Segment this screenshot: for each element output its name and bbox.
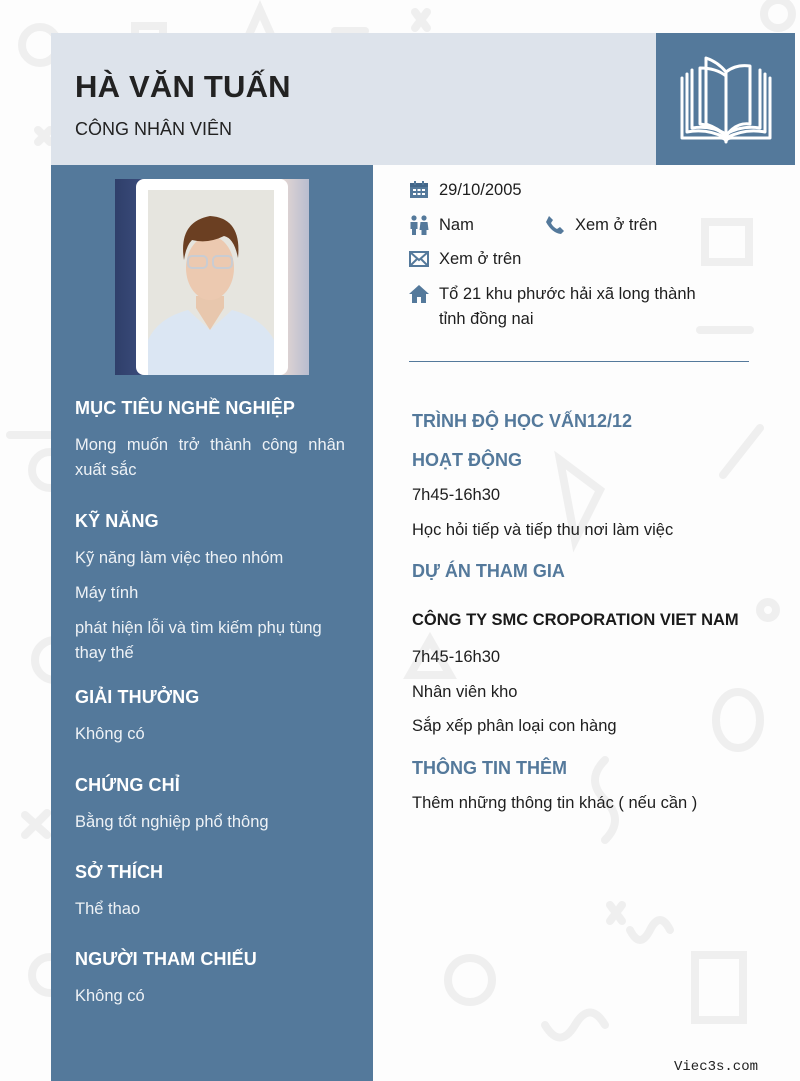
people-icon: [409, 215, 429, 235]
certificates-section: [75, 775, 345, 835]
gender-row: [409, 213, 474, 238]
section-text: Bằng tốt nghiệp phổ thông: [75, 813, 269, 831]
profile-photo: [115, 179, 309, 375]
references-section: [75, 949, 345, 1009]
skill-item: phát hiện lỗi và tìm kiếm phụ tùng thay thế: [75, 619, 322, 662]
section-heading: SỞ THÍCH: [75, 862, 164, 882]
skill-item: Kỹ năng làm việc theo nhóm: [75, 549, 284, 567]
candidate-name: HÀ VĂN TUẤN: [75, 69, 291, 104]
section-text: Thể thao: [75, 900, 141, 918]
sidebar: [51, 165, 373, 1081]
calendar-icon: [409, 180, 429, 200]
section-heading: GIẢI THƯỞNG: [75, 687, 200, 707]
section-heading: CHỨNG CHỈ: [75, 775, 180, 795]
project-time: 7h45-16h30: [412, 648, 501, 666]
section-text: Không có: [75, 987, 145, 1005]
watermark: Viec3s.com: [674, 1059, 759, 1075]
extra-info-text: Thêm những thông tin khác ( nếu cần ): [412, 794, 698, 812]
email-row: [409, 247, 521, 272]
projects-heading: DỰ ÁN THAM GIA: [412, 561, 565, 581]
address-line-1: Tổ 21 khu phước hải xã long thành: [439, 285, 696, 303]
birthday-value: 29/10/2005: [439, 181, 522, 199]
skill-item: Máy tính: [75, 584, 139, 602]
career-objective-section: [75, 398, 345, 483]
section-divider: [409, 361, 749, 362]
project-company: CÔNG TY SMC CROPORATION VIET NAM: [412, 611, 739, 629]
activities-heading: HOẠT ĐỘNG: [412, 450, 522, 470]
address-line-2: tỉnh đồng nai: [439, 310, 534, 328]
extra-info-heading: THÔNG TIN THÊM: [412, 758, 567, 778]
address-row: [409, 282, 696, 332]
activities-description: Học hỏi tiếp và tiếp thu nơi làm việc: [412, 521, 674, 539]
resume-header: [51, 33, 656, 165]
phone-row: [545, 213, 657, 238]
section-heading: MỤC TIÊU NGHỀ NGHIỆP: [75, 398, 296, 418]
open-book-icon: [678, 54, 774, 144]
gender-value: Nam: [439, 216, 474, 234]
project-role: Nhân viên kho: [412, 683, 518, 701]
home-icon: [409, 284, 429, 304]
section-heading: NGƯỜI THAM CHIẾU: [75, 949, 257, 969]
section-text: Không có: [75, 725, 145, 743]
job-title: CÔNG NHÂN VIÊN: [75, 119, 233, 139]
email-value: Xem ở trên: [439, 250, 522, 268]
section-heading: KỸ NĂNG: [75, 511, 159, 531]
awards-section: [75, 687, 345, 747]
education-heading: TRÌNH ĐỘ HỌC VẤN12/12: [412, 411, 633, 431]
activities-time: 7h45-16h30: [412, 486, 501, 504]
hobbies-section: [75, 862, 345, 922]
skills-section: [75, 511, 345, 666]
phone-icon: [545, 215, 565, 235]
portrait-image: [148, 190, 274, 375]
envelope-icon: [409, 249, 429, 269]
phone-value: Xem ở trên: [575, 216, 658, 234]
section-text: Mong muốn trở thành công nhân xuất sắc: [75, 436, 345, 479]
birthday-row: [409, 178, 522, 203]
header-icon-box: [656, 33, 795, 165]
project-description: Sắp xếp phân loại con hàng: [412, 717, 617, 735]
